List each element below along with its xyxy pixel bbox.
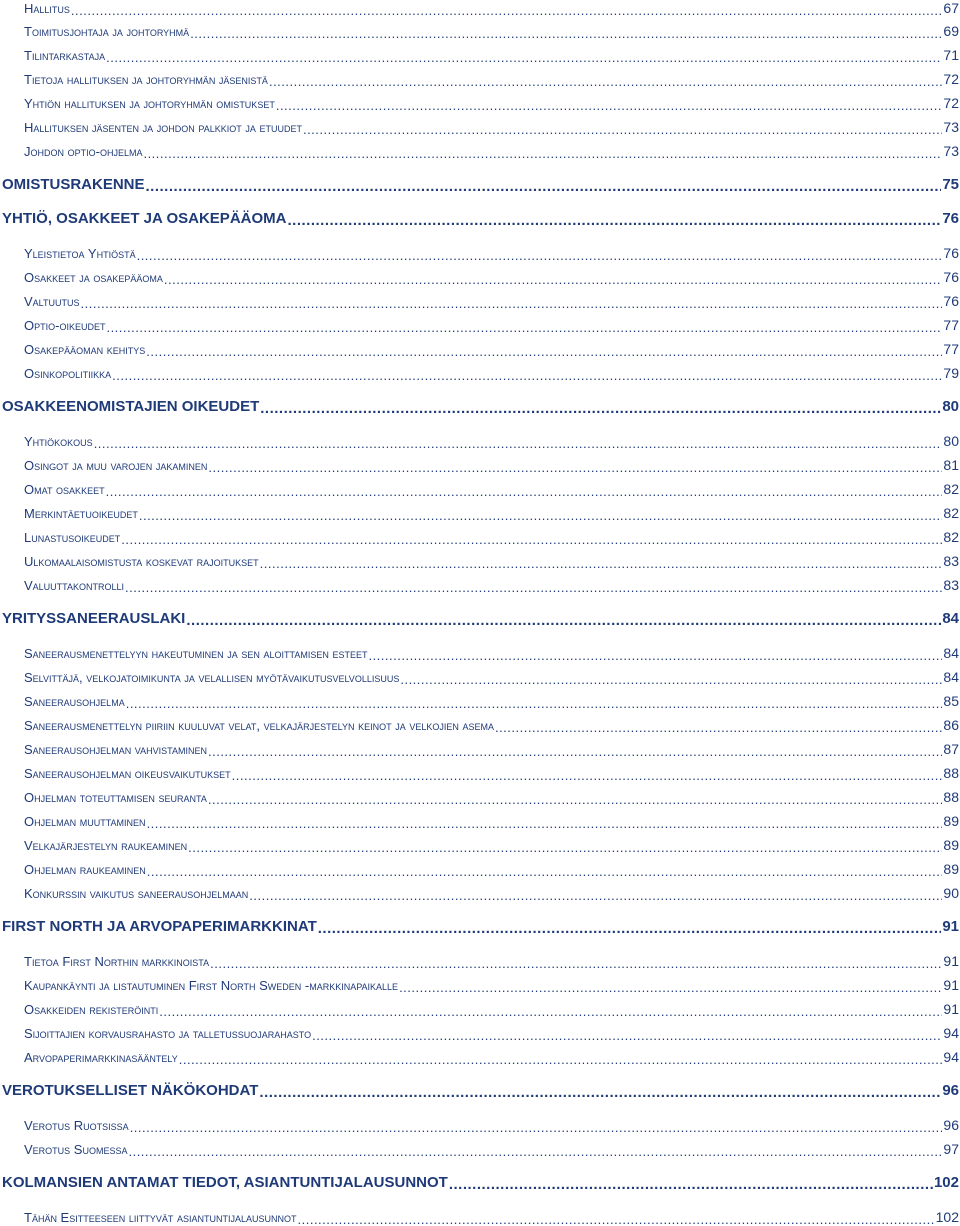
toc-entry-title: Tietoja hallituksen ja johtoryhmän jäsenistä (24, 72, 268, 87)
toc-section[interactable] (0, 210, 960, 227)
toc-page-number: 89 (943, 813, 959, 829)
toc-entry-title: Optio-oikeudet (24, 318, 106, 333)
toc-entry-title: Ohjelman muuttaminen (24, 814, 146, 829)
toc-entry-title: Johdon optio-ohjelma (24, 144, 143, 159)
toc-page-number: 89 (943, 837, 959, 853)
toc-page-number: 71 (943, 47, 959, 63)
toc-entry-title: Konkurssin vaikutus saneerausohjelmaan (24, 886, 249, 901)
toc-entry[interactable] (0, 861, 960, 877)
dot-leader (106, 320, 942, 333)
toc-entry-title: Selvittäjä, velkojatoimikunta ja velallisen myötävaikutusvelvollisuus (24, 670, 400, 685)
dot-leader (276, 98, 943, 111)
toc-section[interactable] (0, 398, 960, 415)
toc-page-number: 67 (943, 0, 959, 16)
dot-leader (188, 840, 942, 853)
toc-entry[interactable] (0, 1001, 960, 1017)
toc-page-number: 72 (943, 95, 959, 111)
toc-entry-title: Saneerausmenettelyyn hakeutuminen ja sen aloittamisen esteet (24, 646, 368, 661)
dot-leader (232, 768, 943, 781)
toc-entry[interactable] (0, 577, 960, 593)
dot-leader (179, 1052, 943, 1065)
toc-page-number: 91 (942, 918, 959, 935)
dot-leader (94, 436, 943, 449)
toc-entry[interactable] (0, 837, 960, 853)
toc-entry-title: Ulkomaalaisomistusta koskevat rajoitukset (24, 554, 259, 569)
dot-leader (125, 580, 942, 593)
toc-entry-title: Yleistietoa Yhtiöstä (24, 246, 136, 261)
toc-entry[interactable] (0, 0, 960, 16)
toc-page-number: 91 (943, 953, 959, 969)
dot-leader (259, 1084, 941, 1099)
toc-page-number: 91 (943, 1001, 959, 1017)
toc-page-number: 73 (943, 143, 959, 159)
dot-leader (147, 816, 943, 829)
toc-entry[interactable] (0, 317, 960, 333)
toc-entry-title: Verotus Ruotsissa (24, 1118, 129, 1133)
toc-page-number: 77 (943, 341, 959, 357)
dot-leader (106, 484, 943, 497)
toc-page-number: 72 (943, 71, 959, 87)
toc-entry-title: Tietoa First Northin markkinoista (24, 954, 210, 969)
toc-entry-title: Yhtiön hallituksen ja johtoryhmän omistukset (24, 96, 275, 111)
toc-page-number: 87 (943, 741, 959, 757)
toc-page-number: 76 (943, 269, 959, 285)
toc-entry-title: Tähän Esitteeseen liittyvät asiantuntijalausunnot (24, 1210, 297, 1225)
toc-page-number: 80 (942, 398, 959, 415)
toc-entry-title: OSAKKEENOMISTAJIEN OIKEUDET (2, 398, 260, 415)
toc-entry-title: Sijoittajien korvausrahasto ja talletussuojarahasto (24, 1026, 312, 1041)
toc-entry-title: Ohjelman raukeaminen (24, 862, 146, 877)
dot-leader (495, 720, 942, 733)
toc-entry[interactable] (0, 765, 960, 781)
toc-page-number: 83 (943, 553, 959, 569)
toc-entry-title: VEROTUKSELLISET NÄKÖKOHDAT (2, 1082, 259, 1099)
dot-leader (287, 212, 941, 227)
toc-entry-title: Merkintäetuoikeudet (24, 506, 138, 521)
toc-entry[interactable] (0, 977, 960, 993)
dot-leader (208, 792, 943, 805)
toc-entry[interactable] (0, 505, 960, 521)
toc-entry-title: YRITYSSANEERAUSLAKI (2, 610, 186, 627)
toc-entry[interactable] (0, 143, 960, 159)
toc-entry-title: Tilintarkastaja (24, 48, 106, 63)
toc-entry[interactable] (0, 245, 960, 261)
toc-page-number: 79 (943, 365, 959, 381)
dot-leader (208, 744, 942, 757)
toc-entry[interactable] (0, 71, 960, 87)
toc-section[interactable] (0, 918, 960, 935)
toc-entry[interactable] (0, 1117, 960, 1133)
dot-leader (210, 956, 942, 969)
toc-entry-title: Osakepääoman kehitys (24, 342, 146, 357)
toc-page-number: 77 (943, 317, 959, 333)
toc-entry[interactable] (0, 23, 960, 39)
toc-entry[interactable] (0, 433, 960, 449)
toc-page-number: 82 (943, 529, 959, 545)
dot-leader (298, 1212, 935, 1225)
toc-entry[interactable] (0, 1025, 960, 1041)
toc-entry-title: OMISTUSRAKENNE (2, 176, 145, 193)
toc-entry-title: Valtuutus (24, 294, 80, 309)
toc-page-number: 76 (943, 245, 959, 261)
dot-leader (71, 3, 943, 16)
dot-leader (269, 74, 942, 87)
toc-entry-title: Saneerausohjelman oikeusvaikutukset (24, 766, 231, 781)
toc-entry-title: Velkajärjestelyn raukeaminen (24, 838, 188, 853)
toc-entry[interactable] (0, 669, 960, 685)
toc-entry-title: Hallitus (24, 1, 70, 16)
toc-section[interactable] (0, 176, 960, 193)
toc-entry-title: FIRST NORTH JA ARVOPAPERIMARKKINAT (2, 918, 317, 935)
dot-leader (121, 532, 942, 545)
toc-page-number: 75 (942, 176, 959, 193)
toc-page-number: 102 (935, 1209, 959, 1225)
dot-leader (368, 648, 942, 661)
toc-page-number: 83 (943, 577, 959, 593)
dot-leader (260, 556, 943, 569)
toc-page-number: 81 (943, 457, 959, 473)
dot-leader (449, 1176, 933, 1191)
toc-page-number: 90 (943, 885, 959, 901)
dot-leader (130, 1120, 943, 1133)
dot-leader (128, 1144, 942, 1157)
toc-entry[interactable] (0, 813, 960, 829)
toc-page-number: 73 (943, 119, 959, 135)
dot-leader (159, 1004, 942, 1017)
toc-entry[interactable] (0, 1209, 960, 1225)
toc-entry[interactable] (0, 481, 960, 497)
toc-page-number: 94 (943, 1049, 959, 1065)
dot-leader (318, 920, 942, 935)
toc-page-number: 82 (943, 481, 959, 497)
toc-entry[interactable] (0, 529, 960, 545)
toc-entry-title: KOLMANSIEN ANTAMAT TIEDOT, ASIANTUNTIJALAUSUNNOT (2, 1174, 448, 1191)
toc-page-number: 96 (943, 1117, 959, 1133)
dot-leader (164, 272, 943, 285)
toc-entry[interactable] (0, 1141, 960, 1157)
toc-entry[interactable] (0, 885, 960, 901)
toc-entry-title: Saneerausohjelman vahvistaminen (24, 742, 207, 757)
toc-page-number: 85 (943, 693, 959, 709)
toc-page-number: 69 (943, 23, 959, 39)
toc-entry-title: Toimitusjohtaja ja johtoryhmä (24, 24, 190, 39)
toc-entry-title: Verotus Suomessa (24, 1142, 128, 1157)
dot-leader (146, 344, 942, 357)
toc-page-number: 76 (943, 293, 959, 309)
dot-leader (81, 296, 943, 309)
dot-leader (137, 248, 943, 261)
dot-leader (399, 980, 942, 993)
toc-entry[interactable] (0, 365, 960, 381)
toc-entry-title: Arvopaperimarkkinasääntely (24, 1050, 178, 1065)
toc-entry[interactable] (0, 269, 960, 285)
dot-leader (249, 888, 942, 901)
dot-leader (112, 368, 942, 381)
toc-entry-title: Hallituksen jäsenten ja johdon palkkiot ja etuudet (24, 120, 302, 135)
toc-entry-title: Osinkopolitiikka (24, 366, 112, 381)
toc-page-number: 84 (943, 669, 959, 685)
toc-page-number: 94 (943, 1025, 959, 1041)
toc-page-number: 88 (943, 765, 959, 781)
toc-section[interactable] (0, 1082, 960, 1099)
dot-leader (147, 864, 943, 877)
dot-leader (106, 50, 942, 63)
toc-page-number: 76 (942, 210, 959, 227)
toc-entry[interactable] (0, 789, 960, 805)
dot-leader (312, 1028, 942, 1041)
toc-page-number: 91 (943, 977, 959, 993)
toc-page-number: 80 (943, 433, 959, 449)
dot-leader (186, 612, 941, 627)
toc-entry-title: Ohjelman toteuttamisen seuranta (24, 790, 207, 805)
dot-leader (146, 178, 942, 193)
toc-page-number: 89 (943, 861, 959, 877)
toc-entry[interactable] (0, 293, 960, 309)
dot-leader (400, 672, 942, 685)
toc-page-number: 84 (943, 645, 959, 661)
toc-entry[interactable] (0, 47, 960, 63)
toc-entry[interactable] (0, 457, 960, 473)
toc-entry-title: Lunastusoikeudet (24, 530, 121, 545)
toc-page-number: 82 (943, 505, 959, 521)
toc-entry-title: Yhtiökokous (24, 434, 93, 449)
toc-entry[interactable] (0, 953, 960, 969)
toc-page-number: 97 (943, 1141, 959, 1157)
toc-page-number: 84 (942, 610, 959, 627)
toc-page-number: 96 (942, 1082, 959, 1099)
toc-entry[interactable] (0, 645, 960, 661)
toc-entry[interactable] (0, 717, 960, 733)
toc-entry-title: Valuuttakontrolli (24, 578, 125, 593)
toc-entry-title: Osingot ja muu varojen jakaminen (24, 458, 208, 473)
toc-entry-title: Kaupankäynti ja listautuminen First North Sweden -markkinapaikalle (24, 978, 399, 993)
dot-leader (139, 508, 943, 521)
toc-entry[interactable] (0, 341, 960, 357)
toc-entry[interactable] (0, 95, 960, 111)
dot-leader (303, 122, 942, 135)
toc-entry-title: Osakkeet ja osakepääoma (24, 270, 163, 285)
toc-entry-title: Saneerausohjelma (24, 694, 125, 709)
toc-entry[interactable] (0, 1049, 960, 1065)
dot-leader (208, 460, 942, 473)
toc-page-number: 86 (943, 717, 959, 733)
dot-leader (190, 26, 942, 39)
toc-entry[interactable] (0, 553, 960, 569)
toc-page-number: 102 (933, 1174, 959, 1191)
dot-leader (126, 696, 943, 709)
dot-leader (143, 146, 942, 159)
toc-entry-title: Saneerausmenettelyn piiriin kuuluvat velat, velkajärjestelyn keinot ja velkojien asema (24, 718, 494, 733)
toc-section[interactable] (0, 1174, 960, 1191)
toc-page-number: 88 (943, 789, 959, 805)
toc-entry[interactable] (0, 741, 960, 757)
toc-entry[interactable] (0, 693, 960, 709)
toc-entry[interactable] (0, 119, 960, 135)
toc-entry-title: Osakkeiden rekisteröinti (24, 1002, 159, 1017)
toc-entry-title: Omat osakkeet (24, 482, 105, 497)
toc-section[interactable] (0, 610, 960, 627)
toc-entry-title: YHTIÖ, OSAKKEET JA OSAKEPÄÄOMA (2, 210, 287, 227)
dot-leader (260, 400, 941, 415)
